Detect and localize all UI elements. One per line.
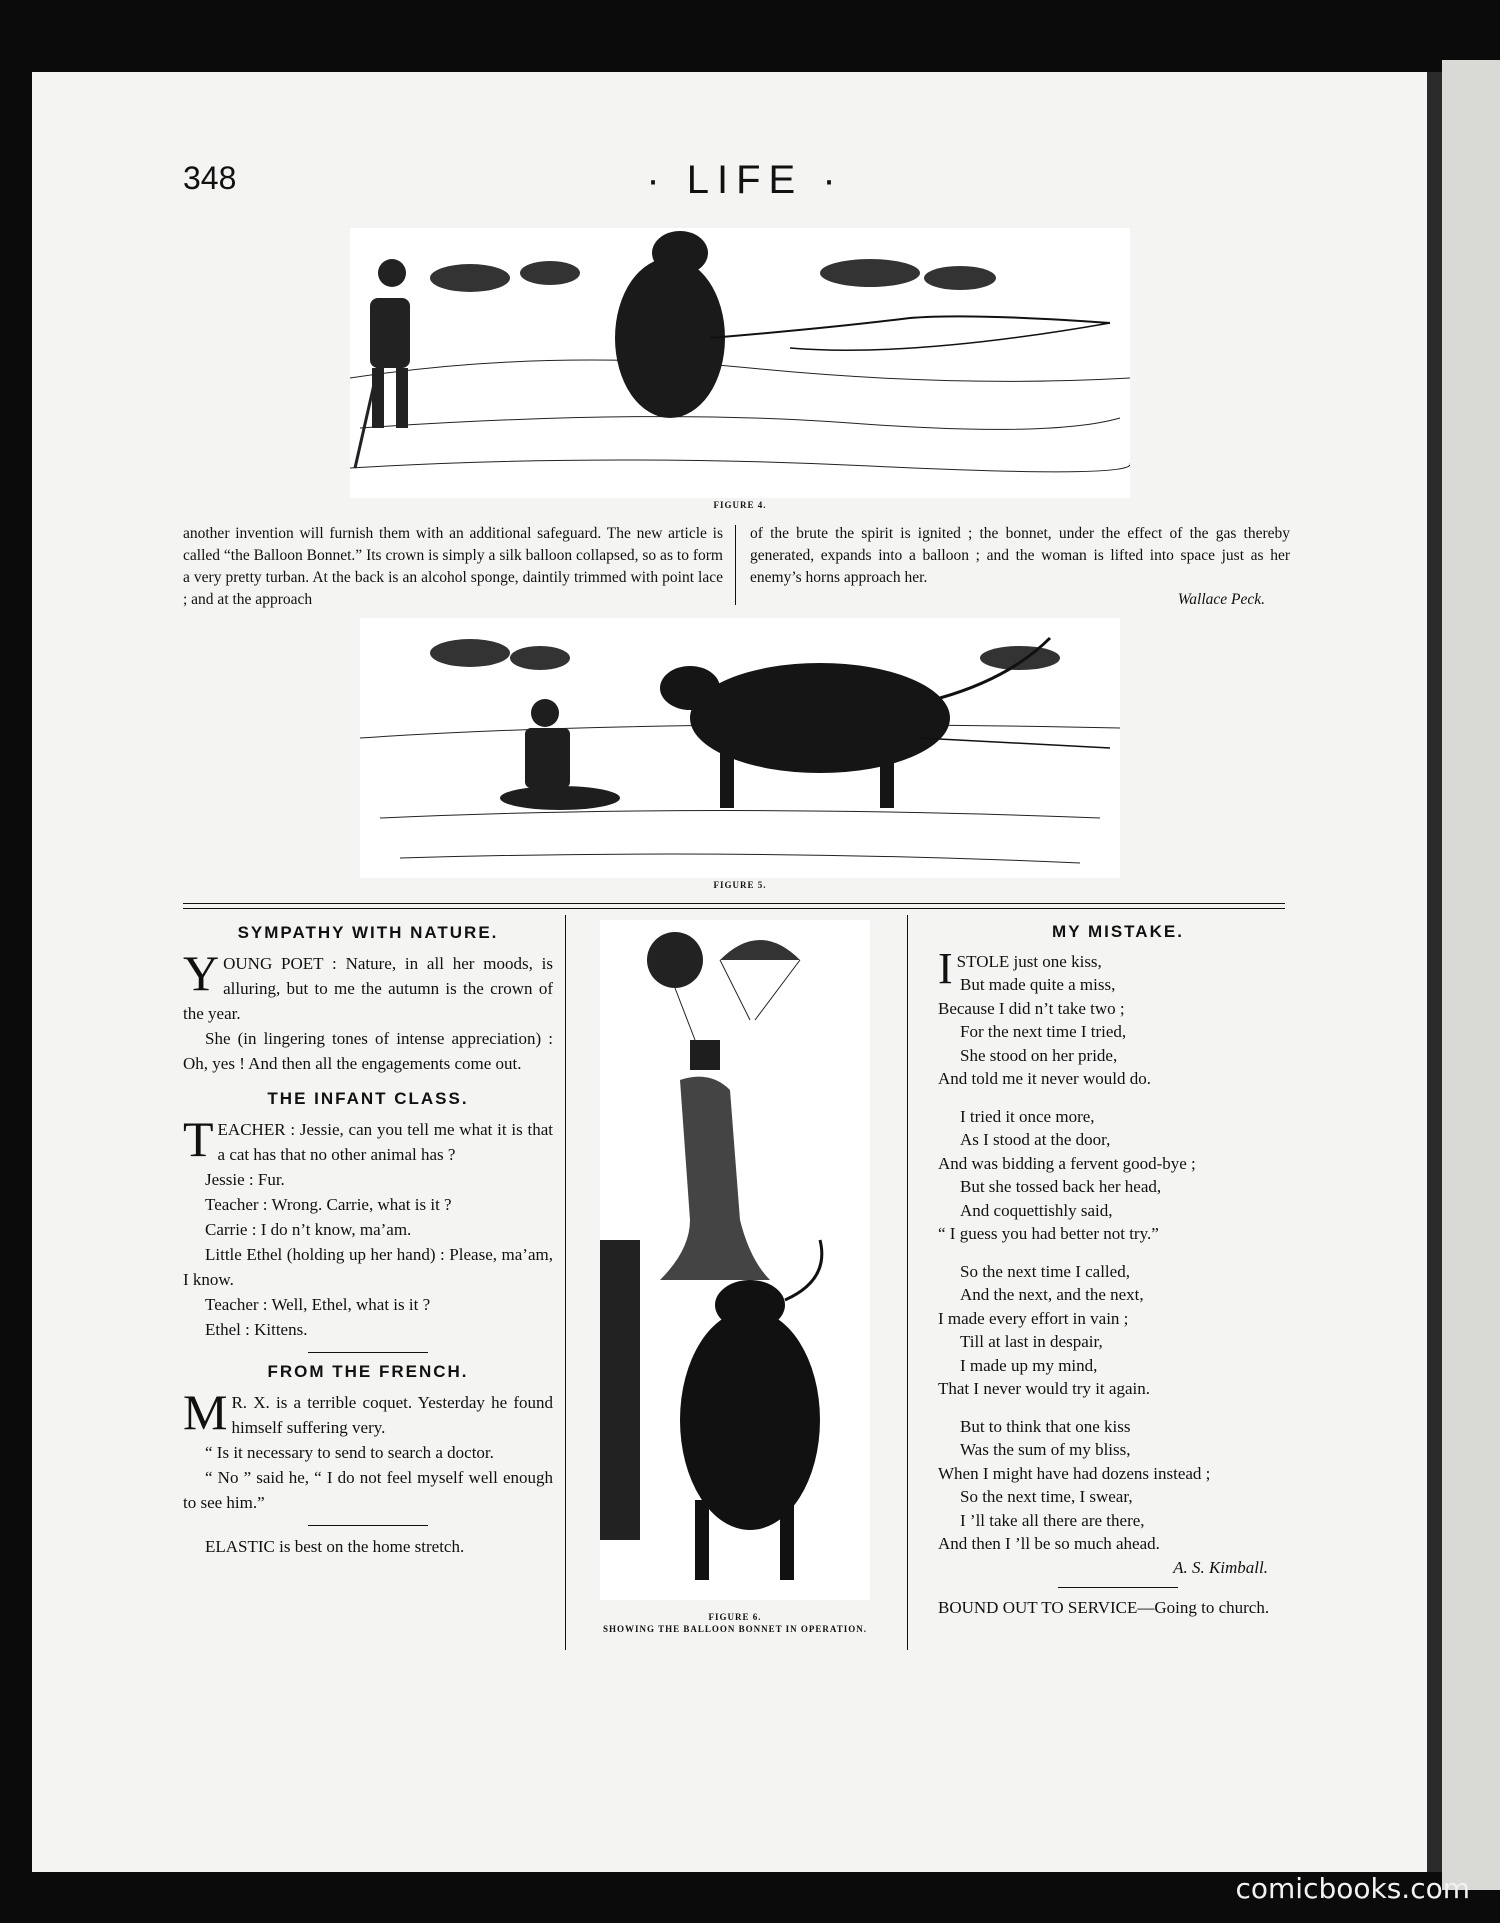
short-rule	[1058, 1587, 1178, 1588]
poem-line: Was the sum of my bliss,	[960, 1440, 1131, 1459]
poem-line: Because I did n’t take two ;	[938, 998, 1125, 1018]
infant-p1: EACHER : Jessie, can you tell me what it is that a cat has that no other animal has ?	[217, 1120, 553, 1164]
sympathy-p1: OUNG POET : Nature, in all her moods, is alluring, but to me the autumn is the crown of the year.	[183, 954, 553, 1023]
article-right-column	[750, 523, 1290, 611]
poem-line: I made up my mind,	[960, 1355, 1098, 1375]
article-right-text: of the brute the spirit is ignited ; the bonnet, under the effect of the gas thereby generated, expands into a balloon ; and the woman is lifted into space just as her enemy’s horns approach her.	[750, 525, 1290, 586]
poem-line: She stood on her pride,	[960, 1045, 1118, 1065]
poem-line: STOLE just one kiss,	[956, 951, 1102, 971]
page-spine	[1427, 72, 1442, 1872]
french-p1: R. X. is a terrible coquet. Yesterday he found himself suffering very.	[231, 1393, 553, 1437]
poem-line: When I might have had dozens instead ;	[938, 1463, 1211, 1483]
elastic-paragraph: ELASTIC is best on the home stretch.	[205, 1537, 465, 1556]
mistake-title: MY MISTAKE.	[1052, 922, 1184, 941]
french-p2: “ Is it necessary to send to search a doctor.	[205, 1443, 494, 1462]
poem-line: “ I guess you had better not try.”	[938, 1224, 1159, 1243]
poem-line: And told me it never would do.	[938, 1069, 1151, 1088]
poem-line: For the next time I tried,	[960, 1022, 1127, 1041]
figure-6-caption-number: FIGURE 6.	[708, 1612, 762, 1622]
sympathy-drop-cap: Y	[183, 945, 220, 1001]
poem-author: A. S. Kimball.	[1173, 1557, 1268, 1577]
right-column	[938, 920, 1298, 1620]
article-left-text: another invention will furnish them with an additional safeguard. The new article is called “the Balloon Bonnet.” Its crown is simply a silk balloon collapsed, so as to form a very pretty turban. At the back is an alcohol sponge, daintily trimmed with point lace ; and at the approach	[183, 525, 723, 608]
section-rule-bottom	[183, 908, 1285, 909]
figure-6-illustration	[600, 920, 870, 1600]
poem-line: That I never would try it again.	[938, 1379, 1150, 1398]
figure-4-caption: FIGURE 4.	[713, 500, 767, 510]
left-column	[183, 920, 553, 1559]
column-rule-right	[907, 915, 908, 1650]
page-number: 348	[183, 160, 237, 196]
infant-line: Teacher : Wrong. Carrie, what is it ?	[205, 1195, 452, 1214]
poem-line: And then I ’ll be so much ahead.	[938, 1534, 1160, 1553]
adjacent-page-edge	[1442, 60, 1500, 1890]
infant-line: Little Ethel (holding up her hand) : Please, ma’am, I know.	[183, 1245, 553, 1289]
short-rule	[308, 1525, 428, 1526]
article-author: Wallace Peck.	[1177, 591, 1265, 608]
section-rule-top	[183, 903, 1285, 904]
poem-line: As I stood at the door,	[960, 1130, 1111, 1149]
figure-5-caption: FIGURE 5.	[713, 880, 767, 890]
column-rule-left	[565, 915, 566, 1650]
poem-line: Till at last in despair,	[960, 1332, 1103, 1351]
french-p3: “ No ” said he, “ I do not feel myself well enough to see him.”	[183, 1468, 553, 1512]
poem-line: But made quite a miss,	[960, 975, 1116, 994]
short-rule	[308, 1352, 428, 1353]
infant-line: Jessie : Fur.	[205, 1170, 285, 1189]
french-drop-cap: M	[183, 1384, 228, 1440]
figure-4-illustration	[350, 228, 1130, 498]
poem-line: And was bidding a fervent good-bye ;	[938, 1153, 1196, 1173]
figure-5-illustration	[360, 618, 1120, 878]
sympathy-title: SYMPATHY WITH NATURE.	[237, 923, 499, 942]
poem-line: And coquettishly said,	[960, 1200, 1113, 1220]
poem-line: I made every effort in vain ;	[938, 1308, 1129, 1328]
mistake-drop-cap: I	[938, 943, 953, 993]
infant-line: Carrie : I do n’t know, ma’am.	[205, 1220, 412, 1239]
infant-title: THE INFANT CLASS.	[267, 1089, 469, 1108]
poem-line: I tried it once more,	[960, 1106, 1095, 1126]
infant-line: Teacher : Well, Ethel, what is it ?	[205, 1295, 431, 1314]
infant-line: Ethel : Kittens.	[205, 1320, 308, 1339]
poem-line: I ’ll take all there are there,	[960, 1510, 1145, 1530]
sympathy-p2: She (in lingering tones of intense appreciation) : Oh, yes ! And then all the engagements come out.	[183, 1029, 553, 1073]
figure-6-caption-text: SHOWING THE BALLOON BONNET IN OPERATION.	[602, 1624, 868, 1634]
poem-line: And the next, and the next,	[960, 1285, 1144, 1304]
poem-line: But to think that one kiss	[960, 1416, 1131, 1436]
article-column-rule	[735, 525, 736, 605]
french-title: FROM THE FRENCH.	[267, 1362, 469, 1381]
article-left-column	[183, 523, 723, 611]
poem-line: But she tossed back her head,	[960, 1177, 1162, 1196]
infant-drop-cap: T	[183, 1111, 214, 1167]
poem-line: So the next time, I swear,	[960, 1487, 1133, 1506]
watermark-text: comicbooks.com	[1235, 1872, 1470, 1905]
poem-line: So the next time I called,	[960, 1261, 1130, 1281]
bound-paragraph: BOUND OUT TO SERVICE—Going to church.	[938, 1598, 1270, 1617]
masthead-title: · LIFE ·	[646, 158, 844, 202]
